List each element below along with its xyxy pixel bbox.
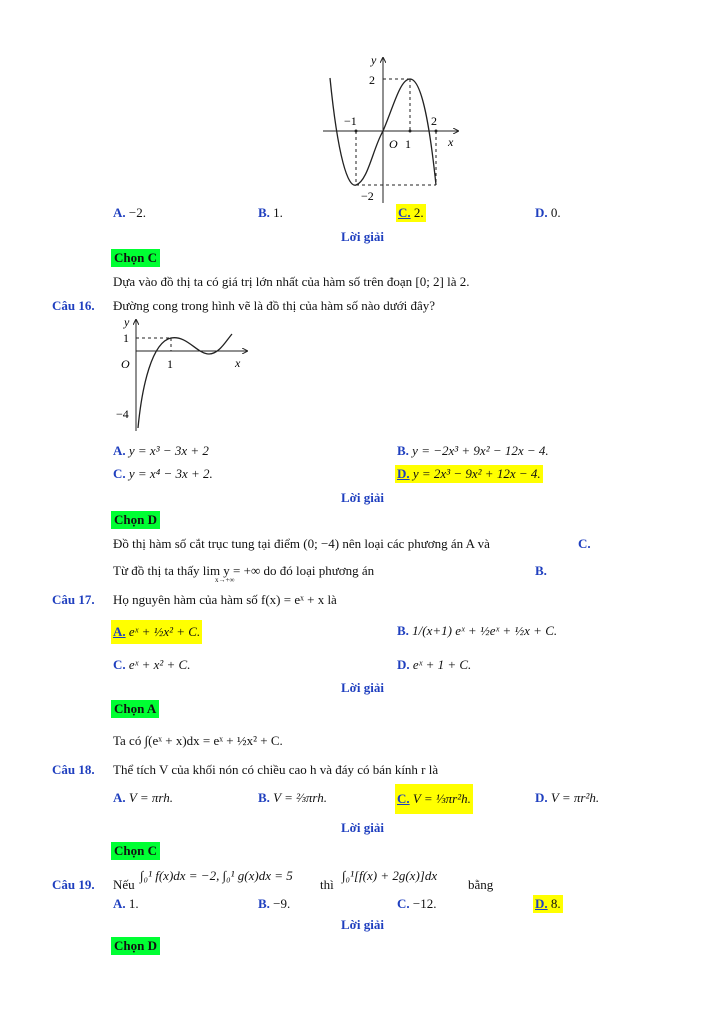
graph-x-1: 1	[405, 137, 411, 151]
q16-limit-subscript: x→+∞	[215, 576, 235, 584]
q19-text-mid: thì	[320, 877, 334, 892]
q19-label: Câu 19.	[52, 877, 95, 892]
q17-explanation: Ta có ∫(eˣ + x)dx = eˣ + ½x² + C.	[113, 733, 283, 748]
cubic-graph	[318, 48, 468, 208]
q16-graph-minus4: −4	[116, 407, 129, 421]
q16-option-d: D. y = 2x³ − 9x² + 12x − 4.	[397, 466, 541, 481]
q19-text-math: ∫₀¹ f(x)dx = −2, ∫₀¹ g(x)dx = 5	[140, 868, 293, 883]
q18-label: Câu 18.	[52, 762, 95, 777]
graph-origin: O	[389, 137, 398, 151]
q16-explanation-2: Từ đồ thị ta thấy lim y = +∞ do đó loại phương án	[113, 563, 375, 578]
q19-option-c: C. −12.	[397, 896, 437, 911]
q19-option-a: A. 1.	[113, 896, 139, 911]
prev-explanation: Dựa vào đồ thị ta có giá trị lớn nhất của hàm số trên đoạn [0; 2] là 2.	[113, 274, 470, 289]
graph-y-bottom: −2	[361, 189, 374, 203]
prev-solution-title: Lời giải	[341, 229, 384, 244]
q16-graph	[112, 316, 252, 434]
q17-option-b: B. 1/(x+1) eˣ + ½eˣ + ½x + C.	[397, 623, 558, 638]
q16-option-a: A. y = x³ − 3x + 2	[113, 443, 209, 458]
q16-option-c: C. y = x⁴ − 3x + 2.	[113, 466, 213, 481]
q16-label: Câu 16.	[52, 298, 95, 313]
q19-option-d: D. 8.	[535, 896, 561, 911]
q16-option-b: B. y = −2x³ + 9x² − 12x − 4.	[397, 443, 549, 458]
q18-option-b: B. V = ⅔πrh.	[258, 790, 327, 805]
q18-solution-title: Lời giải	[341, 820, 384, 835]
q16-graph-one-x: 1	[167, 357, 173, 371]
q16-text: Đường cong trong hình vẽ là đồ thị của hàm số nào dưới đây?	[113, 298, 436, 313]
q16-explanation-1-end: C.	[578, 536, 591, 551]
q17-option-d: D. eˣ + 1 + C.	[397, 657, 472, 672]
q16-graph-x: x	[235, 356, 241, 370]
q19-text-math2: ∫₀¹[f(x) + 2g(x)]dx	[342, 868, 438, 883]
graph-y-label: y	[371, 53, 377, 67]
prev-option-d: D. 0.	[535, 205, 561, 220]
graph-x-2: 2	[431, 114, 437, 128]
q19-solution-title: Lời giải	[341, 917, 384, 932]
q18-option-d: D. V = πr²h.	[535, 790, 600, 805]
q17-option-a: A. eˣ + ½x² + C.	[111, 620, 202, 644]
graph-y-top: 2	[369, 73, 375, 87]
q18-text: Thể tích V của khối nón có chiều cao h và đáy có bán kính r là	[113, 762, 439, 777]
q17-text: Họ nguyên hàm của hàm số f(x) = eˣ + x là	[113, 592, 337, 607]
q17-option-c: C. eˣ + x² + C.	[113, 657, 191, 672]
prev-option-b: B. 1.	[258, 205, 283, 220]
q18-chosen-badge: Chọn C	[111, 842, 160, 860]
q18-option-a: A. V = πrh.	[113, 790, 173, 805]
q16-graph-origin: O	[121, 357, 130, 371]
q16-explanation-1: Đồ thị hàm số cắt trục tung tại điểm (0; −4) nên loại các phương án A và	[113, 536, 490, 551]
q17-label: Câu 17.	[52, 592, 95, 607]
q17-chosen-badge: Chọn A	[111, 700, 159, 718]
prev-chosen-badge: Chọn C	[111, 249, 160, 267]
graph-x-label: x	[448, 135, 454, 149]
q16-solution-title: Lời giải	[341, 490, 384, 505]
prev-option-a: A. −2.	[113, 205, 146, 220]
q19-text-pre: Nếu	[113, 877, 135, 892]
q16-graph-one-y: 1	[123, 331, 129, 345]
graph-x-neg1: −1	[344, 114, 357, 128]
q19-chosen-badge: Chọn D	[111, 937, 160, 955]
prev-option-c: C. 2.	[398, 205, 424, 220]
q18-option-c: C. V = ⅓πr²h.	[395, 784, 473, 814]
q16-explanation-2-end: B.	[535, 563, 547, 578]
q16-graph-y: y	[124, 316, 130, 329]
q17-solution-title: Lời giải	[341, 680, 384, 695]
q16-chosen-badge: Chọn D	[111, 511, 160, 529]
q19-option-b: B. −9.	[258, 896, 291, 911]
q19-text-end: bằng	[468, 877, 494, 892]
